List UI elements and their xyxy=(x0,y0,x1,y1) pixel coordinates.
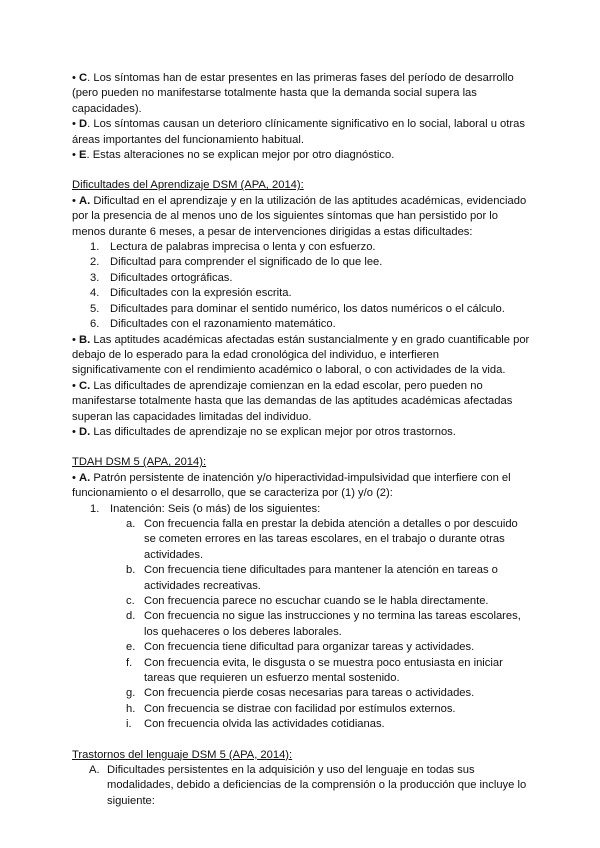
criterion-letter: C. xyxy=(79,379,91,392)
item-text: Con frecuencia olvida las actividades cotidianas. xyxy=(144,718,385,731)
aprendizaje-criterion-d xyxy=(72,425,530,440)
criterion-letter: A. xyxy=(79,471,91,484)
item-letter: b. xyxy=(126,564,136,577)
item-letter: a. xyxy=(126,517,136,530)
item-text: Con frecuencia pierde cosas necesarias para tareas o actividades. xyxy=(144,687,475,700)
criterion-text: . Los síntomas causan un deterioro clínicamente significativo en lo social, laboral u otras áreas importantes del funcionamiento habitual. xyxy=(72,118,525,146)
item-text: Lectura de palabras imprecisa o lenta y con esfuerzo. xyxy=(110,241,376,254)
criterion-letter: A. xyxy=(79,194,91,207)
bullet: • xyxy=(72,471,76,484)
item-letter: e. xyxy=(126,641,136,654)
criterion-text: . Estas alteraciones no se explican mejor por otro diagnóstico. xyxy=(86,149,395,162)
list-item xyxy=(72,763,530,809)
item-number: 5. xyxy=(90,302,100,315)
section-heading-lenguaje: Trastornos del lenguaje DSM 5 (APA, 2014): xyxy=(72,748,293,761)
section-heading-aprendizaje: Dificultades del Aprendizaje DSM (APA, 2014): xyxy=(72,179,304,192)
item-text: Con frecuencia no sigue las instrucciones y no termina las tareas escolares, los quehaceres o los deberes laborales. xyxy=(144,610,521,638)
aprendizaje-criterion-b xyxy=(72,333,530,379)
list-item xyxy=(72,502,530,517)
list-item xyxy=(72,702,530,717)
item-text: Con frecuencia se distrae con facilidad por estímulos externos. xyxy=(144,702,456,715)
item-text: Dificultades para dominar el sentido numérico, los datos numéricos o el cálculo. xyxy=(110,302,505,315)
tdah-sublist xyxy=(72,502,530,517)
criterion-text: Dificultad en el aprendizaje y en la utilización de las aptitudes académicas, evidenciado por la presencia de al menos uno de los siguientes síntomas que han persistido por lo menos durante 6 meses, a pesar de intervenciones dirigidas a estas dificultades: xyxy=(72,194,527,238)
bullet: • xyxy=(72,333,76,346)
list-item xyxy=(72,302,530,317)
list-item xyxy=(72,686,530,701)
item-text: Con frecuencia tiene dificultad para organizar tareas y actividades. xyxy=(144,641,475,654)
item-number: 2. xyxy=(90,256,100,269)
list-item xyxy=(72,255,530,270)
item-number: 3. xyxy=(90,271,100,284)
criterion-text: Patrón persistente de inatención y/o hiperactividad-impulsividad que interfiere con el funcionamiento o el desarrollo, que se caracteriza por (1) y/o (2): xyxy=(72,471,511,500)
bullet: • xyxy=(72,194,76,207)
item-letter: A. xyxy=(89,764,100,777)
tdah-criterion-a xyxy=(72,471,530,502)
item-number: 6. xyxy=(90,318,100,331)
criterion-d xyxy=(72,117,530,148)
item-text: Dificultades con el razonamiento matemático. xyxy=(110,318,336,331)
item-text: Dificultades ortográficas. xyxy=(110,271,233,284)
item-number: 1. xyxy=(90,502,100,515)
aprendizaje-criterion-a xyxy=(72,194,530,240)
item-number: 4. xyxy=(90,287,100,300)
item-number: 1. xyxy=(90,241,100,254)
criterion-letter: D. xyxy=(79,425,91,438)
bullet: • xyxy=(72,379,76,392)
bullet: • xyxy=(72,72,76,84)
item-letter: d. xyxy=(126,610,136,623)
item-text: Dificultades con la expresión escrita. xyxy=(110,287,292,300)
criterion-letter: C xyxy=(79,72,88,84)
list-item xyxy=(72,609,530,640)
list-item xyxy=(72,656,530,687)
list-item xyxy=(72,517,530,563)
item-letter: c. xyxy=(126,595,135,607)
item-letter: h. xyxy=(126,702,136,715)
item-text: Con frecuencia parece no escuchar cuando se le habla directamente. xyxy=(144,595,489,607)
list-item xyxy=(72,717,530,732)
criterion-text: Las dificultades de aprendizaje no se explican mejor por otros trastornos. xyxy=(90,425,456,438)
list-item xyxy=(72,563,530,594)
item-letter: i. xyxy=(126,718,132,731)
criterion-text: Las aptitudes académicas afectadas están sustancialmente y en grado cuantificable por debajo de lo esperado para la edad cronológica del individuo, e interfieren significativamente con el rendimiento académico o laboral, o con actividades de la vida. xyxy=(72,333,530,377)
criterion-letter: D xyxy=(79,118,88,131)
list-item xyxy=(72,240,530,255)
item-text: Dificultades persistentes en la adquisición y uso del lenguaje en todas sus modalidades, debido a deficiencias de la comprensión o la producción que incluye lo siguiente: xyxy=(107,764,527,807)
item-letter: g. xyxy=(126,687,136,700)
item-text: Inatención: Seis (o más) de los siguientes: xyxy=(110,502,321,515)
aprendizaje-list xyxy=(72,240,530,332)
section-heading-tdah: TDAH DSM 5 (APA, 2014): xyxy=(72,456,207,469)
list-item xyxy=(72,317,530,332)
list-item xyxy=(72,286,530,301)
list-item xyxy=(72,594,530,609)
criterion-e xyxy=(72,148,530,163)
tdah-inatencion-list xyxy=(72,517,530,733)
item-text: Con frecuencia evita, le disgusta o se muestra poco entusiasta en iniciar tareas que requieren un esfuerzo mental sostenido. xyxy=(144,656,503,685)
bullet: • xyxy=(72,149,76,162)
criterion-text: Las dificultades de aprendizaje comienzan en la edad escolar, pero pueden no manifestarse totalmente hasta que las demandas de las aptitudes académicas afectadas superan las capacidades limitadas del individuo. xyxy=(72,379,513,423)
item-text: Con frecuencia tiene dificultades para mantener la atención en tareas o actividades recreativas. xyxy=(144,564,498,592)
item-text: Dificultad para comprender el significado de lo que lee. xyxy=(110,256,383,269)
criterion-text: . Los síntomas han de estar presentes en las primeras fases del período de desarrollo (pero pueden no manifestarse totalmente hasta que la demanda social supera las capacidades). xyxy=(72,72,514,115)
item-letter: f. xyxy=(126,656,133,669)
bullet: • xyxy=(72,425,76,438)
list-item xyxy=(72,271,530,286)
bullet: • xyxy=(72,118,76,131)
criterion-letter: E xyxy=(79,149,87,162)
criterion-letter: B. xyxy=(79,333,91,346)
list-item xyxy=(72,640,530,655)
aprendizaje-criterion-c xyxy=(72,379,530,425)
item-text: Con frecuencia falla en prestar la debida atención a detalles o por descuido se cometen errores en las tareas escolares, en el trabajo o durante otras actividades. xyxy=(144,517,518,561)
criterion-c xyxy=(72,71,530,117)
lenguaje-list xyxy=(72,763,530,809)
